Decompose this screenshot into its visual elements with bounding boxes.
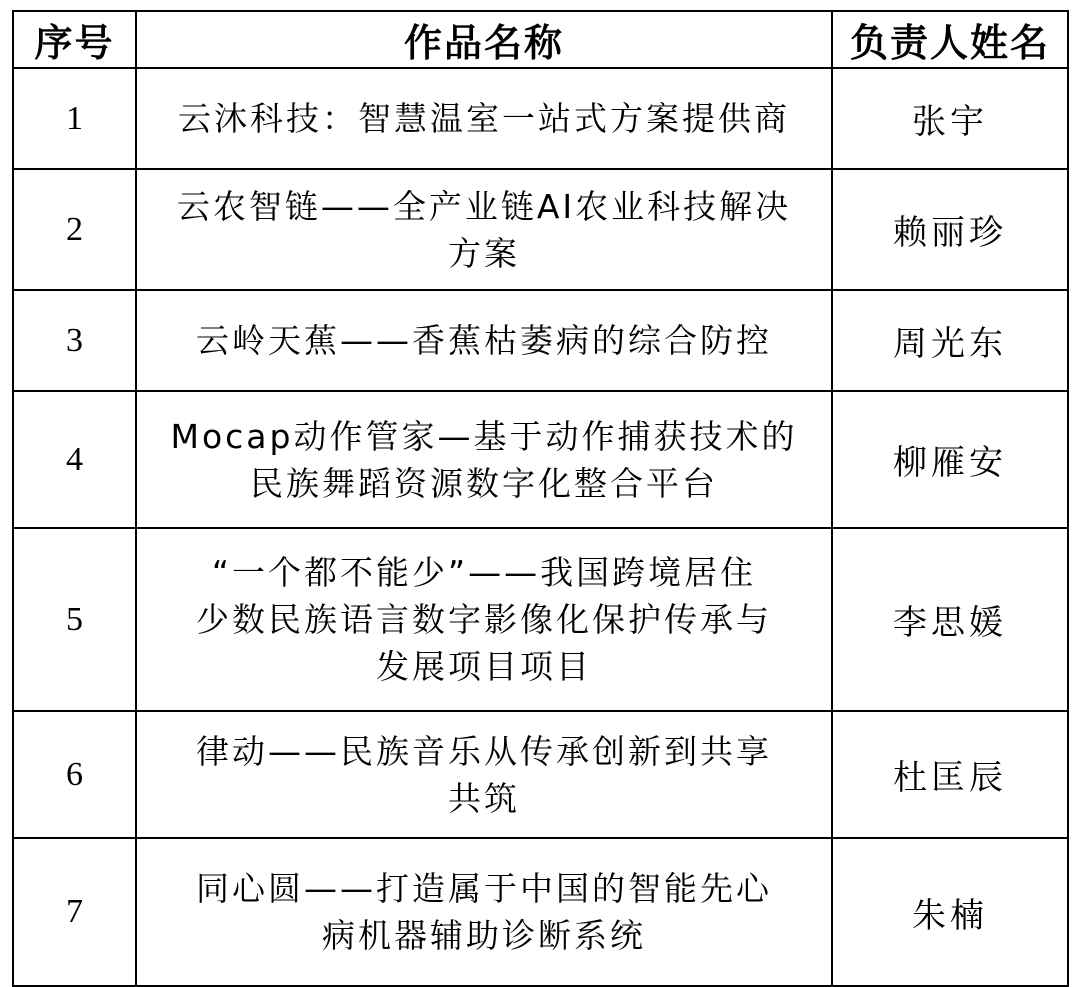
row-title <box>136 68 832 169</box>
table-row <box>13 838 1068 986</box>
title-line: 云沐科技：智慧温室一站式方案提供商 <box>178 99 790 138</box>
row-seq: 5 <box>13 528 136 711</box>
title-line: 方案 <box>448 233 520 273</box>
header-row <box>13 11 1068 68</box>
title-line: 律动——民族音乐从传承创新到共享 <box>196 731 772 771</box>
row-seq: 3 <box>13 290 136 391</box>
row-seq: 6 <box>13 711 136 838</box>
title-line: 发展项目项目 <box>376 647 592 686</box>
header-seq: 序号 <box>13 11 136 68</box>
row-leader: 柳雁安 <box>832 391 1068 528</box>
row-title <box>136 528 832 711</box>
header-title: 作品名称 <box>136 11 832 68</box>
row-title <box>136 838 832 986</box>
row-title <box>136 290 832 391</box>
title-line: Mocap动作管家—基于动作捕获技术的 <box>170 416 798 456</box>
project-table <box>12 10 1069 987</box>
row-title <box>136 169 832 290</box>
table-row <box>13 391 1068 528</box>
row-seq: 1 <box>13 68 136 169</box>
row-leader: 李思媛 <box>832 528 1068 711</box>
table-row <box>13 169 1068 290</box>
title-line: 同心圆——打造属于中国的智能先心 <box>196 869 772 908</box>
header-leader: 负责人姓名 <box>832 11 1068 68</box>
title-line: 云农智链——全产业链AI农业科技解决 <box>176 186 792 226</box>
title-line: 云岭天蕉——香蕉枯萎病的综合防控 <box>196 321 772 360</box>
row-leader: 赖丽珍 <box>832 169 1068 290</box>
row-leader: 张宇 <box>832 68 1068 169</box>
row-title <box>136 711 832 838</box>
table-row <box>13 290 1068 391</box>
row-title <box>136 391 832 528</box>
title-line: 病机器辅助诊断系统 <box>322 916 646 955</box>
table-row <box>13 528 1068 711</box>
title-line: 少数民族语言数字影像化保护传承与 <box>196 600 772 639</box>
title-line: 共筑 <box>448 778 520 818</box>
row-seq: 4 <box>13 391 136 528</box>
table-row <box>13 68 1068 169</box>
title-line: 民族舞蹈资源数字化整合平台 <box>250 463 718 503</box>
table-row <box>13 711 1068 838</box>
title-line: “一个都不能少”——我国跨境居住 <box>211 553 757 592</box>
row-leader: 杜匡辰 <box>832 711 1068 838</box>
row-leader: 朱楠 <box>832 838 1068 986</box>
row-seq: 2 <box>13 169 136 290</box>
row-leader: 周光东 <box>832 290 1068 391</box>
row-seq: 7 <box>13 838 136 986</box>
